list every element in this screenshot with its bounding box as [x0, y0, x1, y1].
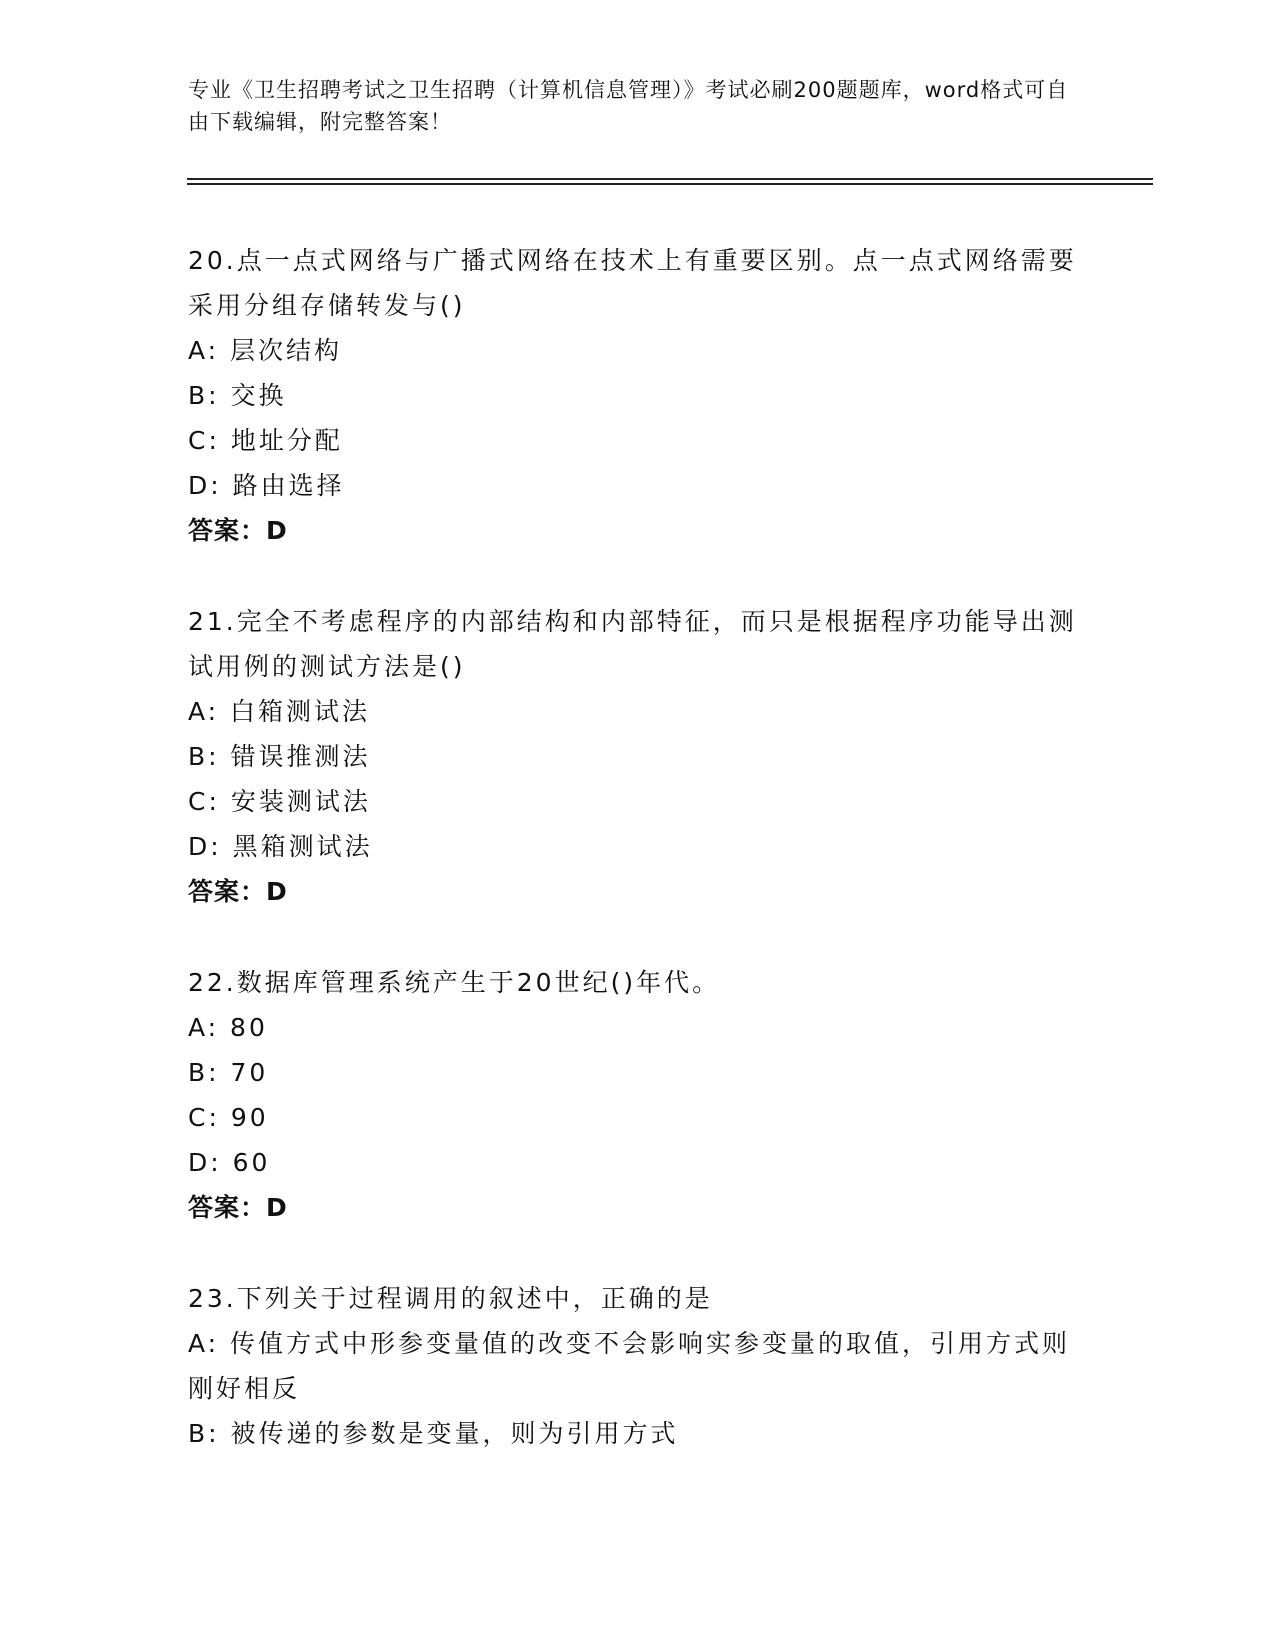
- answer-label: 答案：D: [188, 877, 288, 906]
- header-divider-bottom: [187, 183, 1153, 185]
- option-b: B: 70: [188, 1058, 269, 1087]
- question-21: [188, 599, 1088, 914]
- header-divider-top: [187, 178, 1153, 180]
- option-b: B: 被传递的参数是变量，则为引用方式: [188, 1419, 679, 1448]
- question-22: [188, 960, 1088, 1230]
- question-20: [188, 238, 1088, 553]
- option-a: A: 层次结构: [188, 336, 343, 365]
- question-text: 22.数据库管理系统产生于20世纪()年代。: [188, 968, 721, 997]
- option-c: C: 安装测试法: [188, 787, 371, 816]
- option-c: C: 90: [188, 1103, 269, 1132]
- answer-label: 答案：D: [188, 516, 288, 545]
- question-text: 20.点一点式网络与广播式网络在技术上有重要区别。点一点式网络需要采用分组存储转发与(): [188, 246, 1077, 320]
- option-d: D: 黑箱测试法: [188, 832, 373, 861]
- option-a: A: 白箱测试法: [188, 697, 371, 726]
- option-a: A: 80: [188, 1013, 268, 1042]
- question-23: [188, 1276, 1088, 1456]
- question-text: 21.完全不考虑程序的内部结构和内部特征，而只是根据程序功能导出测试用例的测试方法是(): [188, 607, 1077, 681]
- option-c: C: 地址分配: [188, 426, 343, 455]
- option-d: D: 路由选择: [188, 471, 345, 500]
- option-a: A: 传值方式中形参变量值的改变不会影响实参变量的取值，引用方式则刚好相反: [188, 1329, 1071, 1403]
- question-list: [188, 238, 1088, 1502]
- document-title: 专业《卫生招聘考试之卫生招聘（计算机信息管理）》考试必刷200题题库，word格式可自由下载编辑，附完整答案！: [188, 78, 1069, 134]
- question-text: 23.下列关于过程调用的叙述中，正确的是: [188, 1284, 713, 1313]
- option-b: B: 错误推测法: [188, 742, 371, 771]
- answer-label: 答案：D: [188, 1193, 288, 1222]
- option-b: B: 交换: [188, 381, 287, 410]
- document-header: [188, 74, 1088, 138]
- option-d: D: 60: [188, 1148, 271, 1177]
